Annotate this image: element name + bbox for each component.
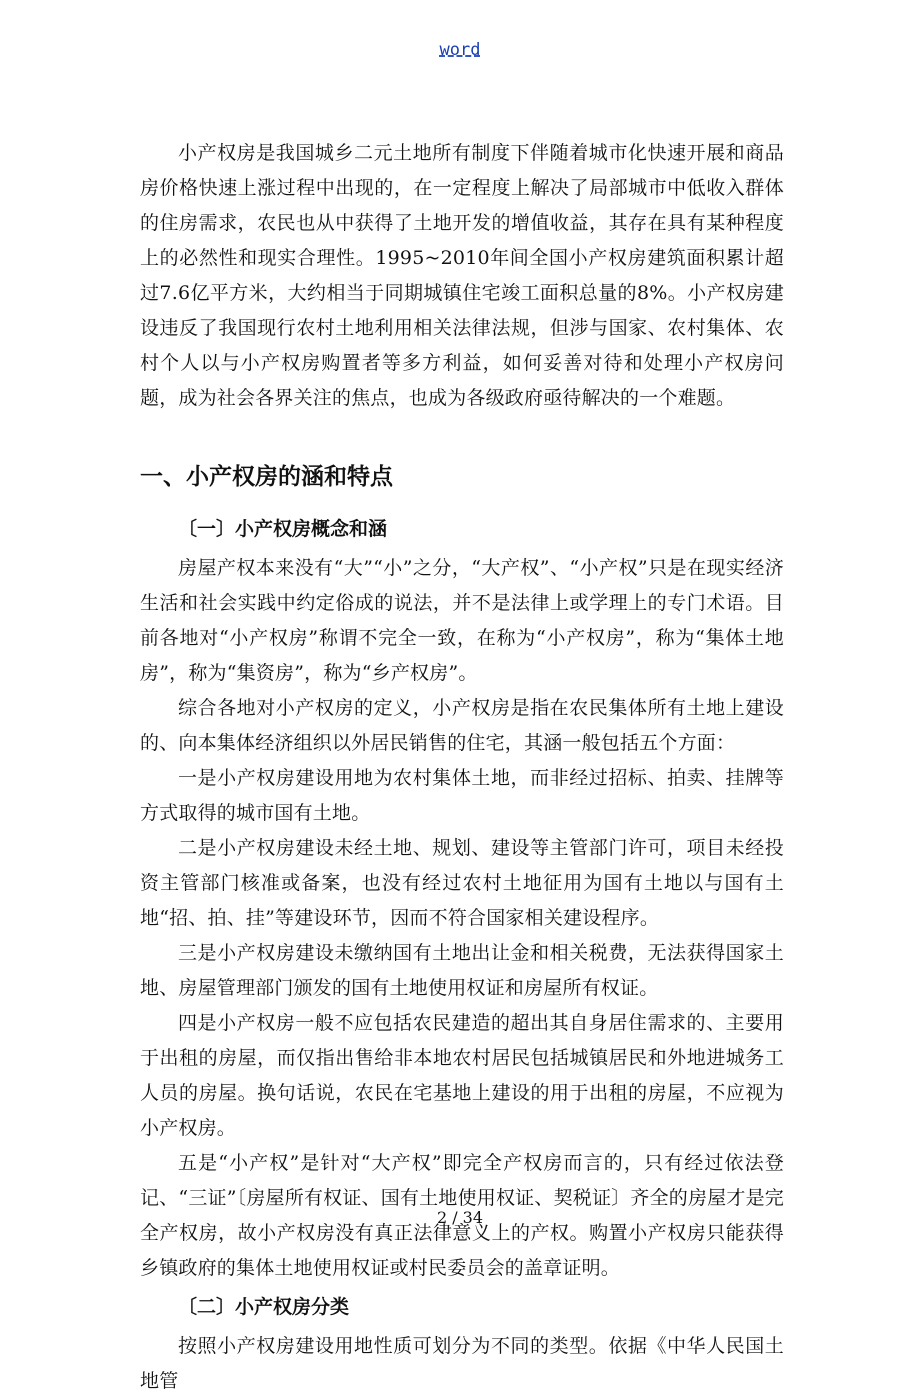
body-paragraph: 二是小产权房建设未经土地、规划、建设等主管部门许可，项目未经投资主管部门核准或备案，也没有经过农村土地征用为国有土地以与国有土地“招、拍、挂”等建设环节，因而不符合国家相关建设程序。 — [140, 837, 784, 929]
body-paragraph: 一是小产权房建设用地为农村集体土地，而非经过招标、拍卖、挂牌等方式取得的城市国有土地。 — [140, 767, 784, 824]
intro-paragraph: 小产权房是我国城乡二元土地所有制度下伴随着城市化快速开展和商品房价格快速上涨过程中出现的，在一定程度上解决了局部城市中低收入群体的住房需求，农民也从中获得了土地开发的增值收益，其存在具有某种程度上的必然性和现实合理性。1995~2010年间全国小产权房建筑面积累计超过7.6亿平方米，大约相当于同期城镇住宅竣工面积总量的8%。小产权房建设违反了我国现行农村土地利用相关法律法规，但涉与国家、农村集体、农村个人以与小产权房购置者等多方利益，如何妥善对待和处理小产权房问题，成为社会各界关注的焦点，也成为各级政府亟待解决的一个难题。 — [140, 142, 784, 409]
page-number: 2 / 34 — [436, 1208, 484, 1227]
subsection-heading: 〔二〕小产权房分类 — [178, 1296, 350, 1318]
body-paragraph: 按照小产权房建设用地性质可划分为不同的类型。依据《中华人民国土地管 — [140, 1335, 784, 1392]
section-heading: 一、小产权房的涵和特点 — [140, 464, 393, 490]
body-paragraph: 三是小产权房建设未缴纳国有土地出让金和相关税费，无法获得国家土地、房屋管理部门颁发的国有土地使用权证和房屋所有权证。 — [140, 942, 784, 999]
body-paragraph: 综合各地对小产权房的定义，小产权房是指在农民集体所有土地上建设的、向本集体经济组织以外居民销售的住宅，其涵一般包括五个方面： — [140, 697, 784, 754]
body-paragraph: 房屋产权本来没有“大”“小”之分，“大产权”、“小产权”只是在现实经济生活和社会实践中约定俗成的说法，并不是法律上或学理上的专门术语。目前各地对“小产权房”称谓不完全一致，在称为“小产权房”，称为“集体土地房”，称为“集资房”，称为“乡产权房”。 — [140, 557, 784, 684]
subsection-heading: 〔一〕小产权房概念和涵 — [178, 518, 388, 540]
body-paragraph: 五是“小产权”是针对“大产权”即完全产权房而言的，只有经过依法登记、“三证”〔房屋所有权证、国有土地使用权证、契税证〕齐全的房屋才是完全产权房，故小产权房没有真正法律意义上的产权。购置小产权房只能获得乡镇政府的集体土地使用权证或村民委员会的盖章证明。 — [140, 1152, 784, 1279]
word-link[interactable]: word — [439, 40, 481, 60]
page-header — [0, 40, 920, 60]
body-paragraph: 四是小产权房一般不应包括农民建造的超出其自身居住需求的、主要用于出租的房屋，而仅指出售给非本地农村居民包括城镇居民和外地进城务工人员的房屋。换句话说，农民在宅基地上建设的用于出租的房屋，不应视为小产权房。 — [140, 1012, 784, 1139]
